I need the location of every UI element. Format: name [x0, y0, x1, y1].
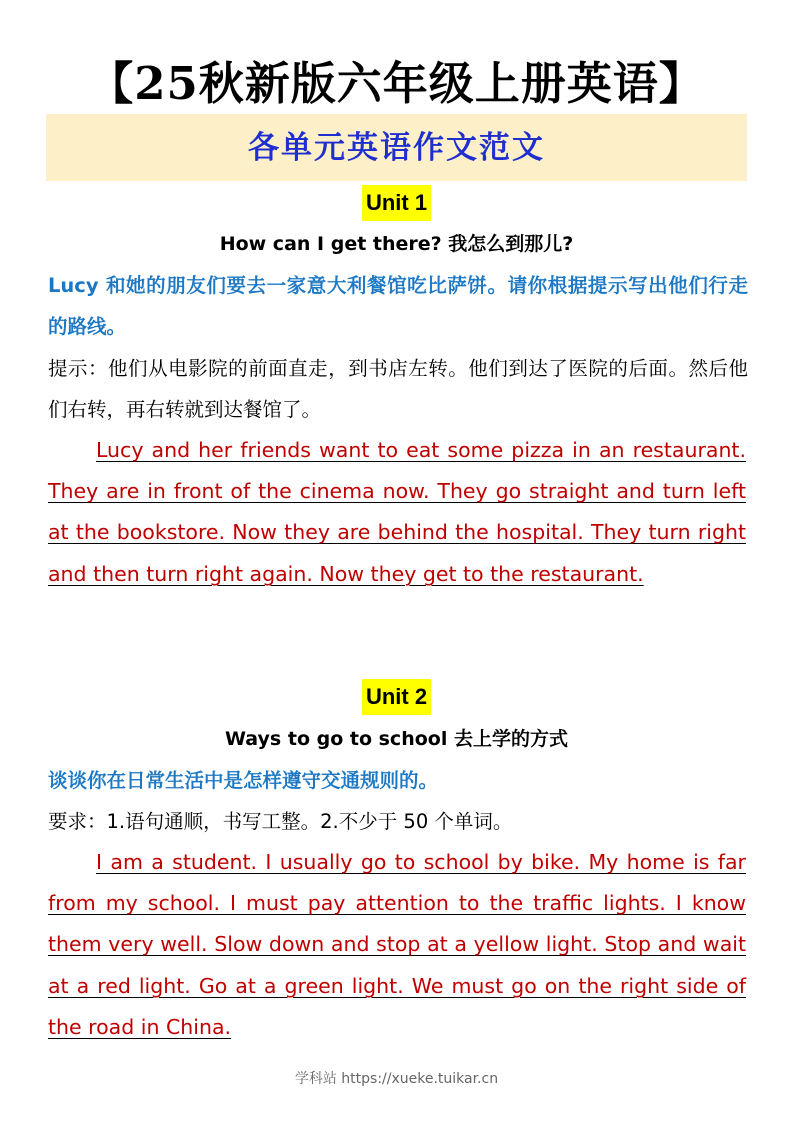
unit-2-label: Unit 2	[362, 679, 431, 715]
unit-2-essay	[48, 842, 746, 1048]
footer-source: 学科站 https://xueke.tuikar.cn	[294, 1071, 499, 1087]
page-title: 【25秋新版六年级上册英语】	[88, 57, 705, 110]
unit-2-essay-text: I am a student. I usually go to school by bike. My home is far from my school. I must pay attention to the traffic lights. I know them very well. Slow down and stop at a yellow light. Stop and wait at a red light. Go at a green light. We must go on the right side of the road in China.	[48, 850, 746, 1039]
unit-1-hint: 提示：他们从电影院的前面直走，到书店左转。他们到达了医院的后面。然后他们右转，再右转就到达餐馆了。	[48, 357, 748, 421]
unit-1-essay-text: Lucy and her friends want to eat some pizza in an restaurant. They are in front of the cinema now. They go straight and turn left at the bookstore. Now they are behind the hospital. They turn right and then turn right again. Now they get to the restaurant.	[48, 438, 746, 586]
unit-1-prompt: Lucy 和她的朋友们要去一家意大利餐馆吃比萨饼。请你根据提示写出他们行走的路线。	[48, 274, 748, 338]
unit-2-hint: 要求：1.语句通顺，书写工整。2.不少于 50 个单词。	[48, 810, 513, 833]
unit-1-label: Unit 1	[362, 185, 431, 221]
unit-2-label-wrap	[0, 679, 793, 715]
unit-1-essay	[48, 430, 746, 595]
unit-2-topic: Ways to go to school 去上学的方式	[225, 728, 568, 750]
unit-1-label-wrap	[0, 185, 793, 221]
unit-1-topic: How can I get there? 我怎么到那儿?	[219, 233, 574, 255]
unit-2-prompt: 谈谈你在日常生活中是怎样遵守交通规则的。	[48, 769, 439, 792]
page-subtitle: 各单元英语作文范文	[248, 130, 545, 166]
